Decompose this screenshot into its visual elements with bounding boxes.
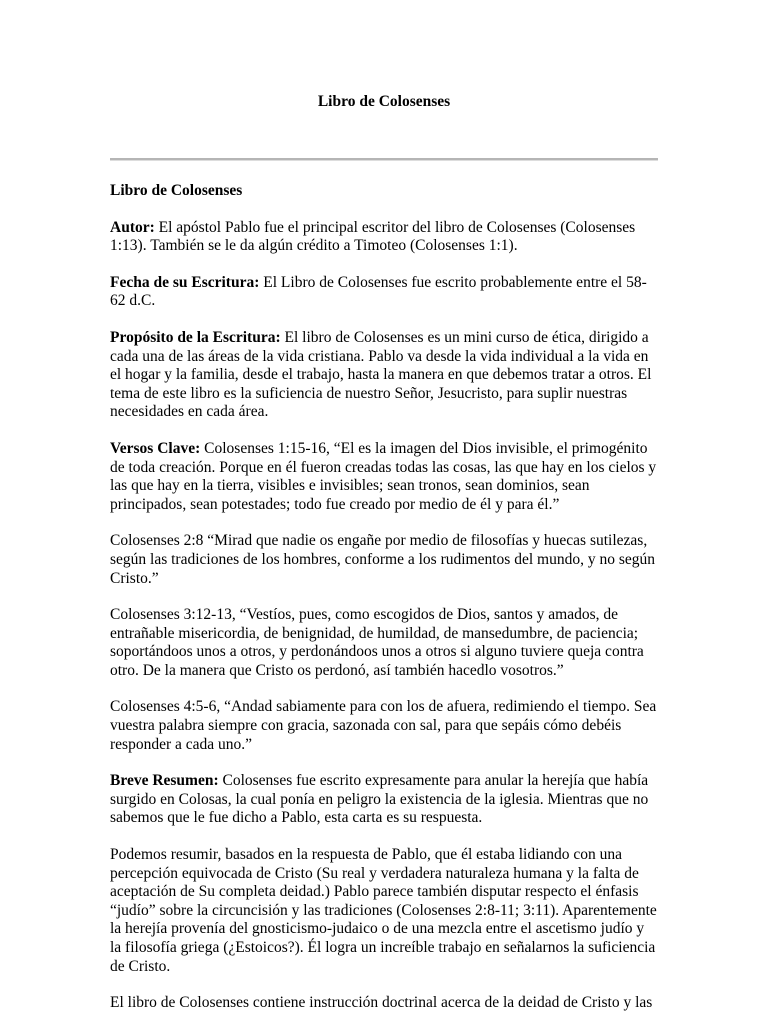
paragraph-autor [110, 219, 658, 256]
paragraph-versos-clave [110, 440, 658, 514]
text-fecha: El Libro de Colosenses fue escrito probablemente entre el 58-62 d.C. [110, 273, 647, 310]
paragraph-verse-4-5: Colosenses 4:5-6, “Andad sabiamente para con los de afuera, redimiendo el tiempo. Sea vuestra palabra siempre con gracia, sazonada con sal, para que sepáis cómo debéis responder a cada uno.” [110, 698, 657, 753]
label-autor: Autor: [110, 218, 155, 236]
paragraph-fecha [110, 274, 658, 311]
label-fecha: Fecha de su Escritura: [110, 273, 260, 291]
paragraph-verse-3-12: Colosenses 3:12-13, “Vestíos, pues, como escogidos de Dios, santos y amados, de entrañable misericordia, de benignidad, de humildad, de mansedumbre, de paciencia; soportándoos unos a otros, y perdonándoos unos a otros si alguno tuviere queja contra otro. De la manera que Cristo os perdonó, así también hacedlo vosotros.” [110, 606, 644, 679]
horizontal-divider [110, 158, 658, 161]
paragraph-verse-2-8: Colosenses 2:8 “Mirad que nadie os engañe por medio de filosofías y huecas sutilezas, según las tradiciones de los hombres, conforme a los rudimentos del mundo, y no según Cristo.” [110, 532, 655, 587]
text-proposito: El libro de Colosenses es un mini curso de ética, dirigido a cada una de las áreas de la vida cristiana. Pablo va desde la vida individual a la vida en el hogar y la familia, desde el trabajo, hasta la manera en que debemos tratar a otros. El tema de este libro es la suficiencia de nuestro Señor, Jesucristo, para suplir nuestras necesidades en cada área. [110, 328, 652, 421]
label-versos-clave: Versos Clave: [110, 439, 201, 457]
section-heading: Libro de Colosenses [110, 182, 243, 199]
text-versos-clave: Colosenses 1:15-16, “El es la imagen del Dios invisible, el primogénito de toda creación. Porque en él fueron creadas todas las cosas, las que hay en los cielos y las que hay en la tierra, visibles e invisibles; sean tronos, sean dominios, sean principados, sean potestades; todo fue creado por medio de él y para él.” [110, 439, 657, 513]
paragraph-proposito [110, 329, 658, 422]
paragraph-doctrinal: El libro de Colosenses contiene instrucción doctrinal acerca de la deidad de Cristo y las [110, 994, 653, 1012]
label-proposito: Propósito de la Escritura: [110, 328, 281, 346]
label-breve-resumen: Breve Resumen: [110, 772, 219, 790]
document-body [110, 182, 658, 1024]
text-breve-resumen: Colosenses fue escrito expresamente para anular la herejía que había surgido en Colosas, la cual ponía en peligro la existencia de la iglesia. Mientras que no sabemos que le fue dicho a Pablo, esta carta es su respuesta. [110, 772, 649, 827]
document-title: Libro de Colosenses [317, 93, 451, 110]
text-autor: El apóstol Pablo fue el principal escritor del libro de Colosenses (Colosenses 1:13). También se le da algún crédito a Timoteo (Colosenses 1:1). [110, 218, 636, 255]
paragraph-resumir: Podemos resumir, basados en la respuesta de Pablo, que él estaba lidiando con una percepción equivocada de Cristo (Su real y verdadera naturaleza humana y la falta de aceptación de Su completa deidad.) Pablo parece también disputar respecto el énfasis “judío” sobre la circuncisión y las tradiciones (Colosenses 2:8-11; 3:11). Aparentemente la herejía provenía del gnosticismo-judaico o de una mezcla entre el ascetismo judío y la filosofía griega (¿Estoicos?). Él logra un increíble trabajo en señalarnos la suficiencia de Cristo. [110, 846, 657, 975]
paragraph-breve-resumen [110, 772, 658, 828]
